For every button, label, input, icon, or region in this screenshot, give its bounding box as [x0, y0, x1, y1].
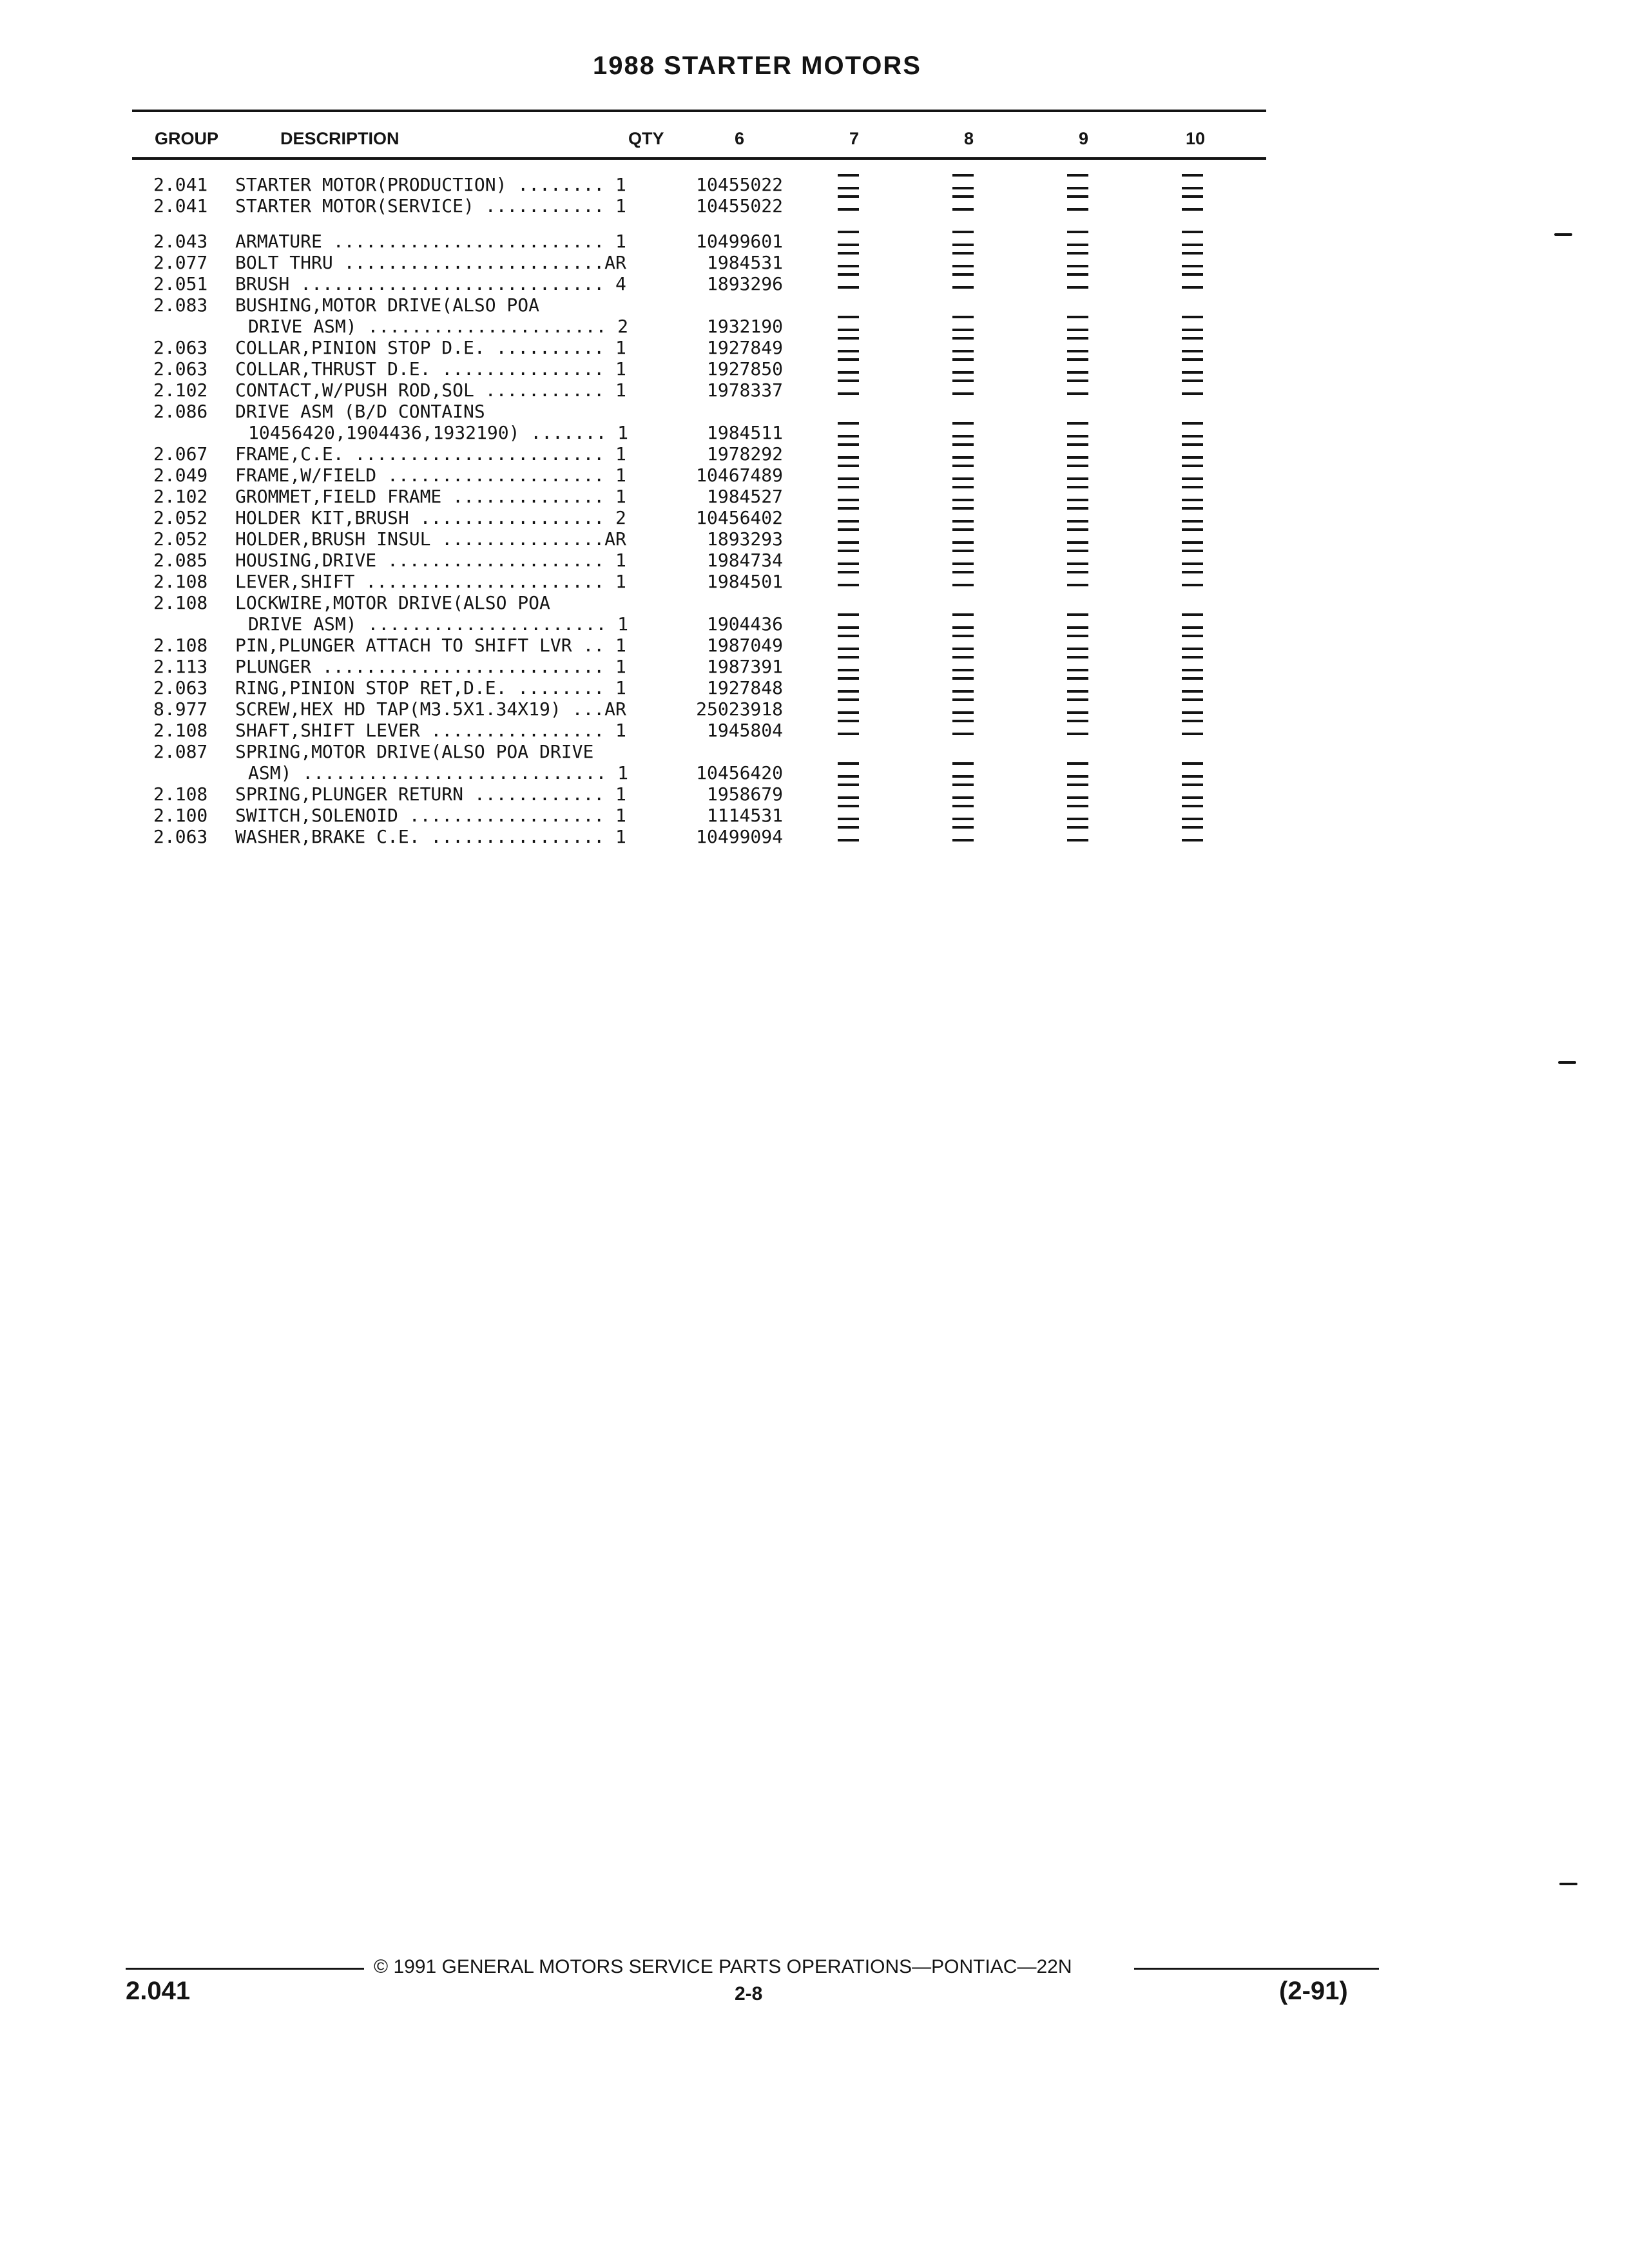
- group-cell: 2.052: [153, 528, 208, 550]
- group-cell: 2.100: [153, 805, 208, 826]
- table-row: [0, 720, 1289, 741]
- same-as-previous-mark: [1067, 252, 1088, 267]
- same-as-previous-mark: [1067, 174, 1088, 189]
- part-number-cell: 10456420: [696, 762, 783, 783]
- table-row: [0, 635, 1289, 656]
- table-row: [0, 571, 1289, 592]
- group-cell: 2.108: [153, 720, 208, 741]
- same-as-previous-mark: [952, 174, 974, 189]
- table-row: [0, 422, 1289, 443]
- part-number-cell: 1978337: [706, 380, 783, 401]
- same-as-previous-mark: [838, 783, 859, 799]
- same-as-previous-mark: [952, 783, 974, 799]
- same-as-previous-mark: [952, 571, 974, 586]
- group-cell: 2.085: [153, 550, 208, 571]
- part-number-cell: 1958679: [706, 783, 783, 805]
- description-cell: BRUSH ............................ 4: [235, 273, 626, 294]
- group-cell: 2.113: [153, 656, 208, 677]
- same-as-previous-mark: [1182, 273, 1203, 289]
- table-row: [0, 677, 1289, 698]
- same-as-previous-mark: [1182, 762, 1203, 778]
- same-as-previous-mark: [952, 550, 974, 565]
- same-as-previous-mark: [838, 762, 859, 778]
- same-as-previous-mark: [838, 174, 859, 189]
- same-as-previous-mark: [1182, 635, 1203, 650]
- same-as-previous-mark: [952, 443, 974, 459]
- same-as-previous-mark: [838, 677, 859, 693]
- same-as-previous-mark: [952, 613, 974, 629]
- group-cell: 2.108: [153, 592, 208, 613]
- column-header-9: 9: [1079, 129, 1089, 148]
- margin-tick-mark: [1559, 1883, 1577, 1885]
- same-as-previous-mark: [1067, 698, 1088, 714]
- same-as-previous-mark: [1067, 783, 1088, 799]
- part-number-cell: 10455022: [696, 174, 783, 195]
- group-cell: 2.063: [153, 358, 208, 380]
- same-as-previous-mark: [838, 656, 859, 671]
- same-as-previous-mark: [952, 465, 974, 480]
- same-as-previous-mark: [1182, 422, 1203, 437]
- same-as-previous-mark: [1067, 762, 1088, 778]
- group-cell: 2.041: [153, 174, 208, 195]
- description-cell: HOLDER,BRUSH INSUL ...............AR: [235, 528, 626, 550]
- same-as-previous-mark: [1067, 465, 1088, 480]
- part-number-cell: 10455022: [696, 195, 783, 216]
- description-cell: ARMATURE ......................... 1: [235, 231, 626, 252]
- table-row: [0, 294, 1289, 316]
- group-cell: 2.051: [153, 273, 208, 294]
- table-row: [0, 486, 1289, 507]
- group-cell: 2.063: [153, 826, 208, 847]
- same-as-previous-mark: [838, 613, 859, 629]
- same-as-previous-mark: [1067, 380, 1088, 395]
- same-as-previous-mark: [952, 252, 974, 267]
- same-as-previous-mark: [952, 231, 974, 246]
- same-as-previous-mark: [1067, 635, 1088, 650]
- footer-group-ref: 2.041: [126, 1977, 191, 2005]
- table-row: [0, 231, 1289, 252]
- table-row: [0, 273, 1289, 294]
- description-cell: 10456420,1904436,1932190) ....... 1: [248, 422, 629, 443]
- same-as-previous-mark: [1067, 358, 1088, 374]
- same-as-previous-mark: [838, 550, 859, 565]
- part-number-cell: 10456402: [696, 507, 783, 528]
- same-as-previous-mark: [1182, 805, 1203, 820]
- table-row: [0, 698, 1289, 720]
- table-row: [0, 252, 1289, 273]
- group-cell: 2.067: [153, 443, 208, 465]
- same-as-previous-mark: [838, 252, 859, 267]
- description-cell: DRIVE ASM) ...................... 2: [248, 316, 629, 337]
- table-row: [0, 826, 1289, 847]
- part-number-cell: 1984501: [706, 571, 783, 592]
- same-as-previous-mark: [952, 380, 974, 395]
- header-bottom-rule: [132, 157, 1266, 160]
- same-as-previous-mark: [1182, 826, 1203, 841]
- table-row: [0, 443, 1289, 465]
- same-as-previous-mark: [1067, 316, 1088, 331]
- same-as-previous-mark: [952, 422, 974, 437]
- same-as-previous-mark: [838, 571, 859, 586]
- description-cell: SPRING,MOTOR DRIVE(ALSO POA DRIVE: [235, 741, 594, 762]
- same-as-previous-mark: [1182, 316, 1203, 331]
- same-as-previous-mark: [1182, 465, 1203, 480]
- description-cell: DRIVE ASM (B/D CONTAINS: [235, 401, 485, 422]
- same-as-previous-mark: [1067, 337, 1088, 352]
- part-number-cell: 1984734: [706, 550, 783, 571]
- description-cell: LOCKWIRE,MOTOR DRIVE(ALSO POA: [235, 592, 550, 613]
- same-as-previous-mark: [838, 195, 859, 211]
- same-as-previous-mark: [1182, 571, 1203, 586]
- column-header-8: 8: [964, 129, 974, 148]
- same-as-previous-mark: [952, 720, 974, 735]
- table-row: [0, 550, 1289, 571]
- same-as-previous-mark: [1067, 805, 1088, 820]
- group-cell: 2.041: [153, 195, 208, 216]
- footer-rule-left: [126, 1968, 364, 1970]
- group-cell: 2.083: [153, 294, 208, 316]
- same-as-previous-mark: [838, 528, 859, 544]
- description-cell: SCREW,HEX HD TAP(M3.5X1.34X19) ...AR: [235, 698, 626, 720]
- table-row: [0, 783, 1289, 805]
- same-as-previous-mark: [838, 805, 859, 820]
- description-cell: ASM) ............................ 1: [248, 762, 629, 783]
- group-cell: 8.977: [153, 698, 208, 720]
- group-cell: 2.063: [153, 337, 208, 358]
- same-as-previous-mark: [1182, 656, 1203, 671]
- page-title: 1988 STARTER MOTORS: [593, 52, 921, 80]
- same-as-previous-mark: [1182, 486, 1203, 501]
- column-header-10: 10: [1186, 129, 1206, 148]
- description-cell: STARTER MOTOR(SERVICE) ........... 1: [235, 195, 626, 216]
- description-cell: BUSHING,MOTOR DRIVE(ALSO POA: [235, 294, 540, 316]
- table-row: [0, 741, 1289, 762]
- part-number-cell: 10499094: [696, 826, 783, 847]
- group-cell: 2.108: [153, 571, 208, 592]
- same-as-previous-mark: [1067, 443, 1088, 459]
- same-as-previous-mark: [1182, 443, 1203, 459]
- table-row: [0, 358, 1289, 380]
- same-as-previous-mark: [952, 337, 974, 352]
- description-cell: DRIVE ASM) ...................... 1: [248, 613, 629, 635]
- description-cell: BOLT THRU ........................AR: [235, 252, 626, 273]
- header-top-rule: [132, 110, 1266, 112]
- same-as-previous-mark: [1182, 528, 1203, 544]
- margin-tick-mark: [1554, 233, 1572, 236]
- same-as-previous-mark: [952, 635, 974, 650]
- description-cell: COLLAR,PINION STOP D.E. .......... 1: [235, 337, 626, 358]
- footer-revision-date: (2-91): [1279, 1977, 1348, 2005]
- same-as-previous-mark: [1182, 231, 1203, 246]
- part-number-cell: 1114531: [706, 805, 783, 826]
- same-as-previous-mark: [1067, 486, 1088, 501]
- column-header-description: DESCRIPTION: [280, 129, 400, 148]
- same-as-previous-mark: [1067, 826, 1088, 841]
- description-cell: GROMMET,FIELD FRAME .............. 1: [235, 486, 626, 507]
- description-cell: PIN,PLUNGER ATTACH TO SHIFT LVR .. 1: [235, 635, 626, 656]
- description-cell: SHAFT,SHIFT LEVER ................ 1: [235, 720, 626, 741]
- description-cell: RING,PINION STOP RET,D.E. ........ 1: [235, 677, 626, 698]
- same-as-previous-mark: [1067, 507, 1088, 523]
- same-as-previous-mark: [952, 656, 974, 671]
- same-as-previous-mark: [1067, 656, 1088, 671]
- same-as-previous-mark: [952, 762, 974, 778]
- table-row: [0, 337, 1289, 358]
- same-as-previous-mark: [1182, 195, 1203, 211]
- group-cell: 2.087: [153, 741, 208, 762]
- description-cell: SPRING,PLUNGER RETURN ............ 1: [235, 783, 626, 805]
- group-cell: 2.108: [153, 783, 208, 805]
- same-as-previous-mark: [838, 231, 859, 246]
- table-row: [0, 465, 1289, 486]
- same-as-previous-mark: [952, 507, 974, 523]
- same-as-previous-mark: [838, 422, 859, 437]
- same-as-previous-mark: [952, 826, 974, 841]
- same-as-previous-mark: [1182, 550, 1203, 565]
- group-cell: 2.102: [153, 380, 208, 401]
- same-as-previous-mark: [838, 443, 859, 459]
- table-row: [0, 656, 1289, 677]
- same-as-previous-mark: [1182, 613, 1203, 629]
- table-row: [0, 805, 1289, 826]
- table-row: [0, 380, 1289, 401]
- same-as-previous-mark: [838, 380, 859, 395]
- part-number-cell: 10499601: [696, 231, 783, 252]
- same-as-previous-mark: [952, 195, 974, 211]
- part-number-cell: 1893293: [706, 528, 783, 550]
- part-number-cell: 1984511: [706, 422, 783, 443]
- same-as-previous-mark: [952, 358, 974, 374]
- same-as-previous-mark: [838, 826, 859, 841]
- table-row: [0, 401, 1289, 422]
- group-cell: 2.077: [153, 252, 208, 273]
- column-header-qty: QTY: [628, 129, 664, 148]
- part-number-cell: 10467489: [696, 465, 783, 486]
- description-cell: CONTACT,W/PUSH ROD,SOL ........... 1: [235, 380, 626, 401]
- group-cell: 2.063: [153, 677, 208, 698]
- same-as-previous-mark: [952, 486, 974, 501]
- part-number-cell: 1932190: [706, 316, 783, 337]
- same-as-previous-mark: [952, 677, 974, 693]
- table-row: [0, 762, 1289, 783]
- description-cell: STARTER MOTOR(PRODUCTION) ........ 1: [235, 174, 626, 195]
- description-cell: PLUNGER .......................... 1: [235, 656, 626, 677]
- table-row: [0, 528, 1289, 550]
- part-number-cell: 1978292: [706, 443, 783, 465]
- same-as-previous-mark: [952, 528, 974, 544]
- same-as-previous-mark: [838, 316, 859, 331]
- group-cell: 2.086: [153, 401, 208, 422]
- same-as-previous-mark: [838, 635, 859, 650]
- table-row: [0, 195, 1289, 216]
- same-as-previous-mark: [952, 805, 974, 820]
- same-as-previous-mark: [838, 507, 859, 523]
- same-as-previous-mark: [1182, 358, 1203, 374]
- same-as-previous-mark: [838, 358, 859, 374]
- table-row: [0, 592, 1289, 613]
- part-number-cell: 1927848: [706, 677, 783, 698]
- same-as-previous-mark: [838, 698, 859, 714]
- same-as-previous-mark: [1067, 231, 1088, 246]
- description-cell: WASHER,BRAKE C.E. ................ 1: [235, 826, 626, 847]
- same-as-previous-mark: [1182, 252, 1203, 267]
- group-cell: 2.102: [153, 486, 208, 507]
- same-as-previous-mark: [1067, 571, 1088, 586]
- group-cell: 2.043: [153, 231, 208, 252]
- same-as-previous-mark: [952, 273, 974, 289]
- table-row: [0, 316, 1289, 337]
- description-cell: LEVER,SHIFT ...................... 1: [235, 571, 626, 592]
- table-row: [0, 174, 1289, 195]
- same-as-previous-mark: [1182, 677, 1203, 693]
- same-as-previous-mark: [952, 698, 974, 714]
- group-cell: 2.108: [153, 635, 208, 656]
- table-row: [0, 613, 1289, 635]
- same-as-previous-mark: [952, 316, 974, 331]
- same-as-previous-mark: [1182, 698, 1203, 714]
- same-as-previous-mark: [1182, 720, 1203, 735]
- footer-rule-right: [1134, 1968, 1379, 1970]
- same-as-previous-mark: [1067, 528, 1088, 544]
- same-as-previous-mark: [1182, 174, 1203, 189]
- part-number-cell: 1987391: [706, 656, 783, 677]
- column-header-7: 7: [849, 129, 860, 148]
- footer-page-number: 2-8: [735, 1983, 763, 2004]
- same-as-previous-mark: [1182, 337, 1203, 352]
- same-as-previous-mark: [1067, 422, 1088, 437]
- group-cell: 2.052: [153, 507, 208, 528]
- part-number-cell: 1945804: [706, 720, 783, 741]
- same-as-previous-mark: [1067, 550, 1088, 565]
- same-as-previous-mark: [838, 720, 859, 735]
- same-as-previous-mark: [1067, 273, 1088, 289]
- part-number-cell: 1987049: [706, 635, 783, 656]
- same-as-previous-mark: [1182, 507, 1203, 523]
- same-as-previous-mark: [838, 465, 859, 480]
- description-cell: HOLDER KIT,BRUSH ................. 2: [235, 507, 626, 528]
- same-as-previous-mark: [1182, 380, 1203, 395]
- description-cell: HOUSING,DRIVE .................... 1: [235, 550, 626, 571]
- same-as-previous-mark: [1067, 613, 1088, 629]
- same-as-previous-mark: [838, 486, 859, 501]
- description-cell: SWITCH,SOLENOID .................. 1: [235, 805, 626, 826]
- description-cell: FRAME,W/FIELD .................... 1: [235, 465, 626, 486]
- column-header-group: GROUP: [155, 129, 219, 148]
- description-cell: COLLAR,THRUST D.E. ............... 1: [235, 358, 626, 380]
- part-number-cell: 1927850: [706, 358, 783, 380]
- part-number-cell: 1984531: [706, 252, 783, 273]
- same-as-previous-mark: [838, 337, 859, 352]
- same-as-previous-mark: [1067, 720, 1088, 735]
- same-as-previous-mark: [1067, 677, 1088, 693]
- same-as-previous-mark: [838, 273, 859, 289]
- same-as-previous-mark: [1067, 195, 1088, 211]
- part-number-cell: 1984527: [706, 486, 783, 507]
- margin-tick-mark: [1558, 1061, 1576, 1064]
- part-number-cell: 1927849: [706, 337, 783, 358]
- part-number-cell: 1893296: [706, 273, 783, 294]
- part-number-cell: 1904436: [706, 613, 783, 635]
- description-cell: FRAME,C.E. ....................... 1: [235, 443, 626, 465]
- footer-copyright: © 1991 GENERAL MOTORS SERVICE PARTS OPERATIONS—PONTIAC—22N: [374, 1956, 1072, 1977]
- same-as-previous-mark: [1182, 783, 1203, 799]
- part-number-cell: 25023918: [696, 698, 783, 720]
- parts-table: [0, 174, 1289, 847]
- column-header-6: 6: [735, 129, 745, 148]
- group-cell: 2.049: [153, 465, 208, 486]
- table-row: [0, 507, 1289, 528]
